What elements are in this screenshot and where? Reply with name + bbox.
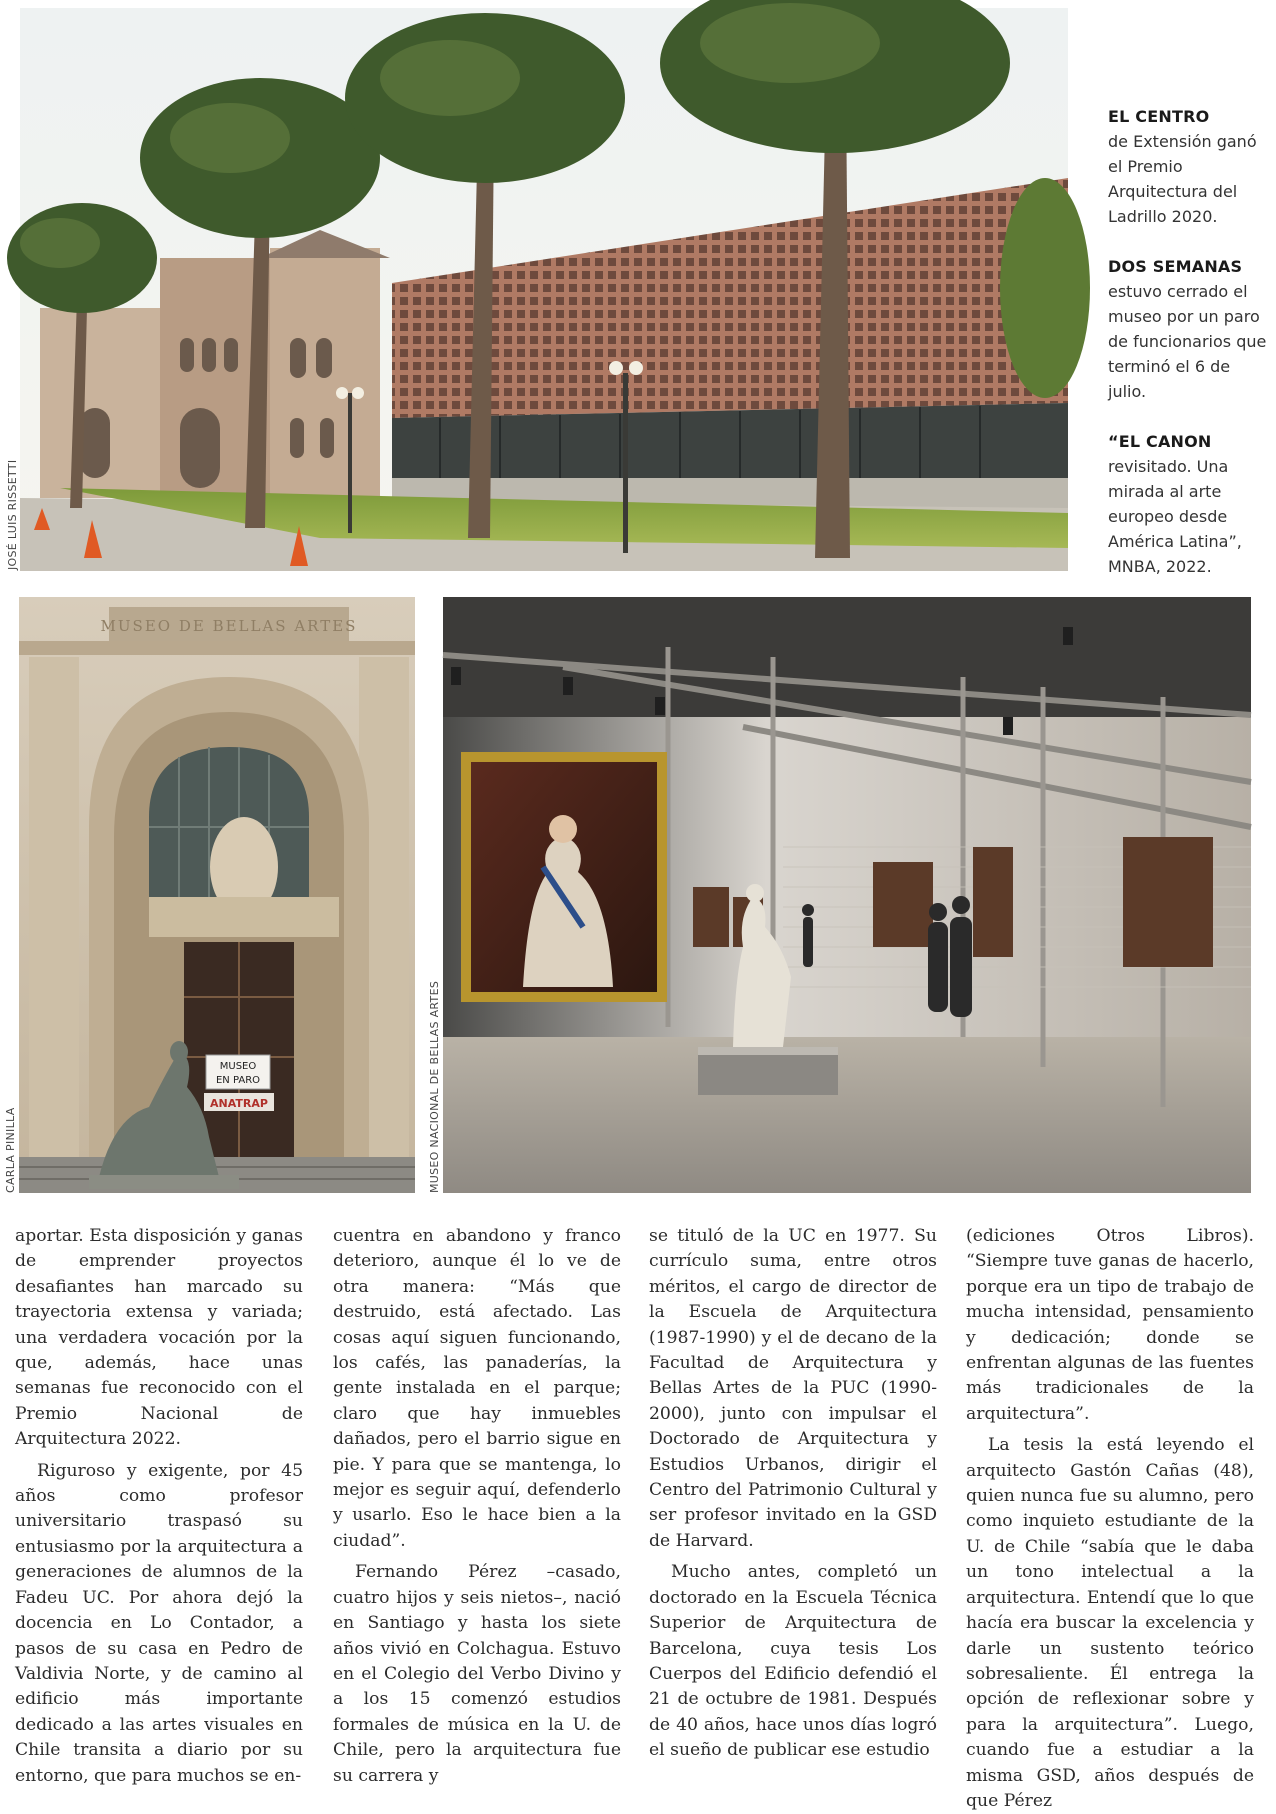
photo-museum-facade — [19, 597, 415, 1193]
facade-inscription: MUSEO DE BELLAS ARTES — [100, 617, 358, 635]
article-paragraph: (ediciones Otros Libros). “Siempre tuve ganas de hacerlo, porque era un tipo de trabajo de mucha intensidad, pensamiento y dedicación; donde se enfrentan algunas de las fuentes más tradicionales de la arquitectura”. — [966, 1226, 1254, 1424]
photo-credit-gallery: MUSEO NACIONAL DE BELLAS ARTES — [428, 980, 441, 1193]
gallery-interior-illustration — [443, 597, 1251, 1193]
article-column-3 — [649, 1224, 937, 1764]
article-paragraph: aportar. Esta disposición y ganas de emprender proyectos desafiantes han marcado su trayectoria extensa y variada; una verdadera vocación por la que, además, hace unas semanas fue reconocido con el Premio Nacional de Arquitectura 2022. — [15, 1226, 303, 1450]
facade-sign-line2: EN PARO — [215, 1075, 261, 1086]
museum-facade-illustration — [19, 597, 415, 1193]
photo-extension-center — [20, 8, 1068, 571]
facade-banner: ANATRAP — [210, 1097, 268, 1110]
caption-text: revisitado. Una mirada al arte europeo desde América Latina”, MNBA, 2022. — [1108, 457, 1242, 576]
article-paragraph: Mucho antes, completó un doctorado en la Escuela Técnica Superior de Arquitectura de Barcelona, cuya tesis Los Cuerpos del Edificio defendió el 21 de octubre de 1981. Después de 40 años, hace unos días logró el sueño de publicar ese estudio — [649, 1562, 937, 1761]
caption-strike — [1108, 254, 1268, 404]
caption-exhibition — [1108, 429, 1268, 579]
facade-sign-line1: MUSEO — [219, 1061, 257, 1072]
photo-captions-sidebar — [1108, 104, 1268, 604]
photo-credit-facade: CARLA PINILLA — [4, 1107, 17, 1193]
article-paragraph: se tituló de la UC en 1977. Su currículo suma, entre otros méritos, el cargo de director de la Escuela de Arquitectura (1987-1990) y el de decano de la Facultad de Arquitectura y Bellas Artes de la PUC (1990-2000), junto con impulsar el Doctorado de Arquitectura y Estudios Urbanos, dirigir el Centro del Patrimonio Cultural y ser profesor invitado en la GSD de Harvard. — [649, 1226, 937, 1551]
photo-gallery-interior — [443, 597, 1251, 1193]
article-column-2 — [333, 1224, 621, 1789]
article-paragraph: Fernando Pérez –casado, cuatro hijos y seis nietos–, nació en Santiago y hasta los siete años vivió en Colchagua. Estuvo en el Colegio del Verbo Divino y a los 15 comenzó estudios formales de música en la U. de Chile, pero la arquitectura fue su carrera y — [333, 1562, 621, 1786]
article-paragraph: cuentra en abandono y franco deterioro, aunque él lo ve de otra manera: “Más que destruido, está afectado. Las cosas aquí siguen funcionando, los cafés, las panaderías, la gente instalada en el parque; claro que hay inmuebles dañados, pero el barrio sigue en pie. Y para que se mantenga, lo mejor es seguir aquí, defenderlo y usarlo. Eso le hace bien a la ciudad”. — [333, 1226, 621, 1551]
article-paragraph: La tesis la está leyendo el arquitecto Gastón Cañas (48), quien nunca fue su alumno, pero como inquieto estudiante de la U. de Chile “sabía que le daba un tono intelectual a la arquitectura. Entendí que lo que hacía era buscar la excelencia y darle un sustento teórico sobresaliente. Él entrega la opción de reflexionar sobre y para la arquitectura”. Luego, cuando fue a estudiar a la misma GSD, años después de que Pérez — [966, 1435, 1254, 1811]
caption-text: de Extensión ganó el Premio Arquitectura del Ladrillo 2020. — [1108, 132, 1257, 226]
photo-credit-top: JOSÉ LUIS RISSETTI — [6, 459, 19, 570]
article-column-4 — [966, 1224, 1254, 1814]
caption-text: estuvo cerrado el museo por un paro de funcionarios que terminó el 6 de julio. — [1108, 282, 1267, 401]
article-paragraph: Riguroso y exigente, por 45 años como profesor universitario traspasó su entusiasmo por la arquitectura a generaciones de alumnos de la Fadeu UC. Por ahora dejó la docencia en Lo Contador, a pasos de su casa en Pedro de Valdivia Norte, y de camino al edificio más importante dedicado a las artes visuales en Chile transita a diario por su entorno, que para muchos se en- — [15, 1460, 303, 1786]
caption-head: DOS SEMANAS — [1108, 257, 1243, 276]
caption-head: “EL CANON — [1108, 432, 1212, 451]
extension-center-illustration — [20, 8, 1068, 571]
caption-extension-center — [1108, 104, 1268, 229]
article-column-1 — [15, 1224, 303, 1789]
caption-head: EL CENTRO — [1108, 107, 1210, 126]
